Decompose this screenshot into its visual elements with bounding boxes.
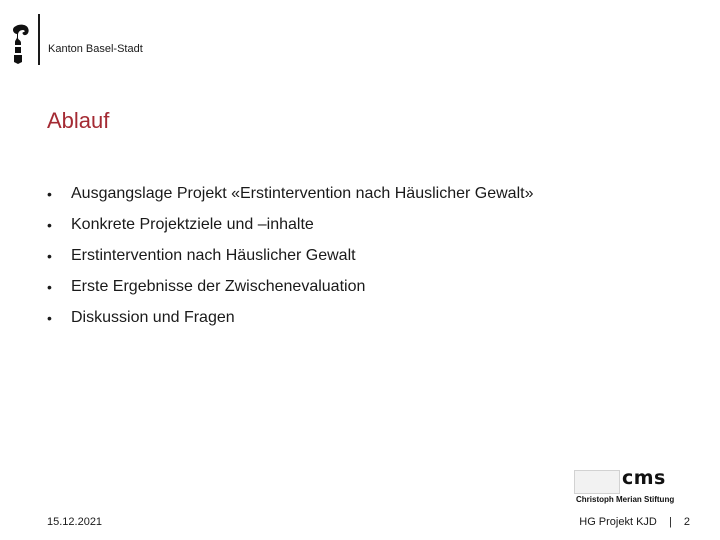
list-item-text: Konkrete Projektziele und –inhalte [71, 216, 314, 233]
bullet-icon: • [47, 217, 52, 233]
cms-subtitle: Christoph Merian Stiftung [576, 495, 675, 504]
slide-title: Ablauf [47, 108, 110, 133]
bullet-icon: • [47, 310, 52, 326]
footer-date: 15.12.2021 [47, 516, 103, 528]
bullet-icon: • [47, 186, 52, 202]
footer-separator: | [668, 516, 672, 528]
list-item-text: Erstintervention nach Häuslicher Gewalt [71, 247, 356, 264]
footer-project: HG Projekt KJD [579, 516, 657, 528]
cms-wordmark: cms [622, 467, 666, 489]
cms-logo-box [574, 470, 620, 494]
bullet-icon: • [47, 248, 52, 264]
baselstab-icon [10, 24, 32, 64]
list-item-text: Erste Ergebnisse der Zwischenevaluation [71, 278, 366, 295]
page-number: 2 [683, 516, 690, 528]
footer-info [579, 516, 690, 529]
cms-logo [574, 467, 686, 506]
bullet-icon: • [47, 279, 52, 295]
list-item-text: Diskussion und Fragen [71, 309, 235, 326]
header-divider [38, 14, 40, 65]
list-item-text: Ausgangslage Projekt «Erstintervention nach Häuslicher Gewalt» [71, 185, 534, 202]
org-name: Kanton Basel-Stadt [48, 43, 143, 55]
